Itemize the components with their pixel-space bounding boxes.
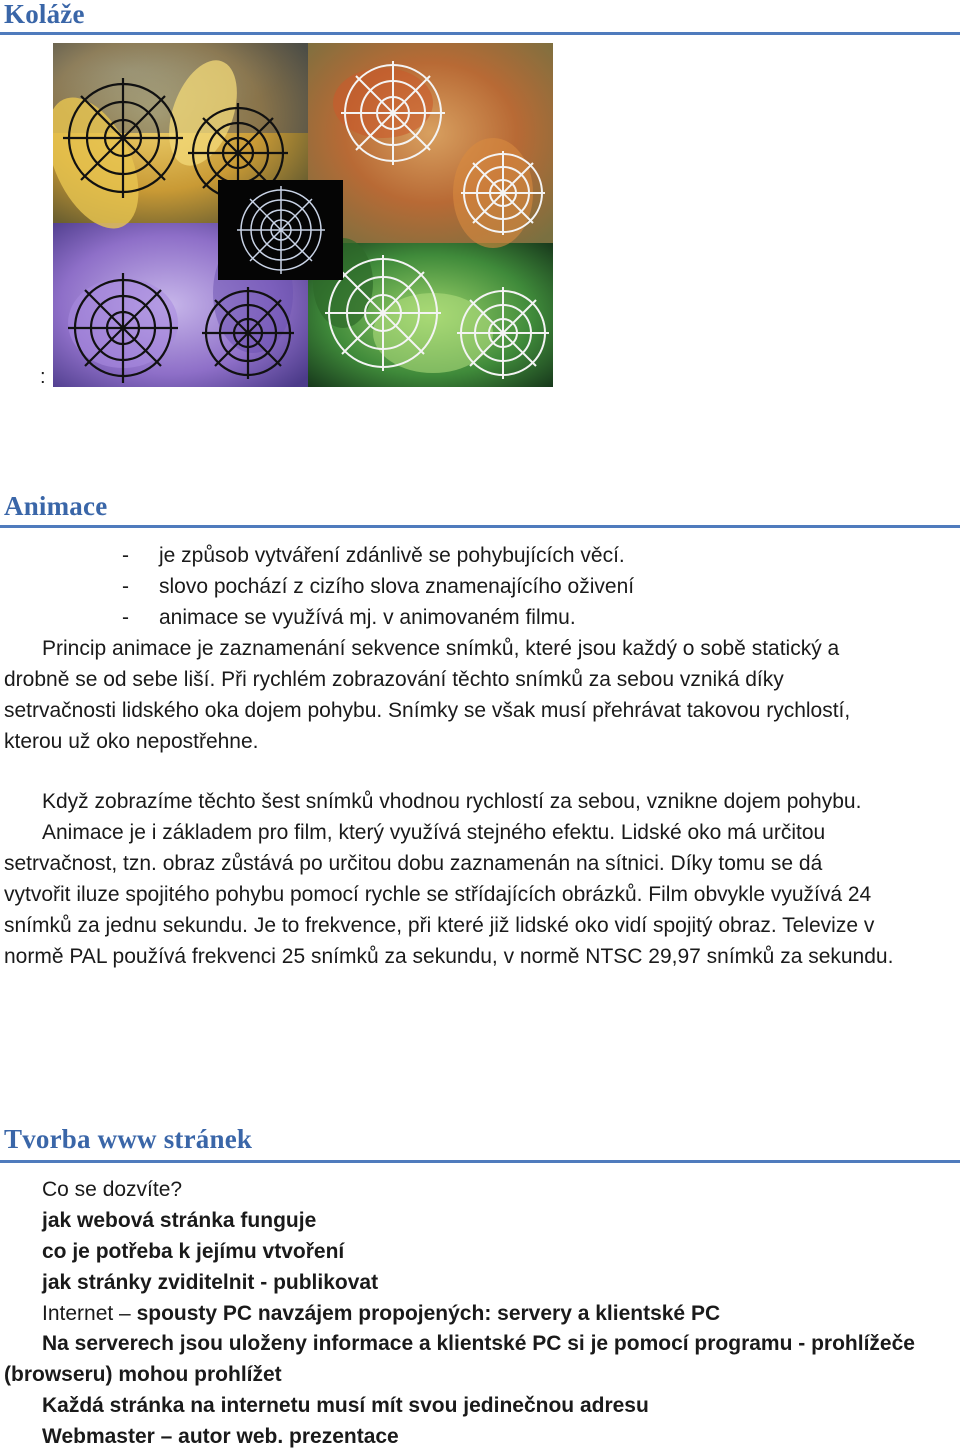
internet-description: spousty PC navzájem propojených: servery a klientské PC [136,1302,721,1325]
text-line: Když zobrazíme těchto šest snímků vhodnou rychlostí za sebou, vznikne dojem pohybu. [42,790,862,813]
heading-web-creation: Tvorba www stránek [4,1124,253,1154]
text-line: normě PAL používá frekvenci 25 snímků za sekundu, v normě NTSC 29,97 snímků za sekundu. [4,945,894,968]
list-item: jak webová stránka funguje [42,1209,317,1232]
intro-question: Co se dozvíte? [42,1178,183,1201]
text-line: setrvačnosti lidského oka dojem pohybu. Snímky se však musí přehrávat takovou rychlostí, [4,699,851,722]
text-line: kterou už oko nepostřehne. [4,730,259,753]
internet-term: Internet – [42,1302,137,1325]
bullet-marker: - [122,575,129,598]
list-item: co je potřeba k jejímu vtvoření [42,1240,345,1263]
text-line: setrvačnost, tzn. obraz zůstává po určitou dobu zaznamenán na sítnici. Díky tomu se dá [4,852,823,875]
text-line: Animace je i základem pro film, který využívá stejného efektu. Lidské oko má určitou [42,821,826,844]
text-line: Každá stránka na internetu musí mít svou jedinečnou adresu [42,1394,649,1417]
internet-definition [42,1298,960,1329]
text-line: Princip animace je zaznamenání sekvence snímků, které jsou každý o sobě statický a [42,637,840,660]
heading-collage: Koláže [4,0,85,29]
list-item: jak stránky zviditelnit - publikovat [42,1271,379,1294]
spiderweb-collage-image [53,43,553,387]
text-line: (browseru) mohou prohlížet [4,1363,282,1386]
text-line: Na serverech jsou uloženy informace a klientské PC si je pomocí programu - prohlížeče [42,1332,915,1355]
heading-rule [0,1160,960,1163]
text-line: vytvořit iluze spojitého pohybu pomocí rychle se střídajících obrázků. Film obvykle využívá 24 [4,883,872,906]
text-line: Webmaster – autor web. prezentace [42,1425,399,1448]
text-line: drobně se od sebe liší. Při rychlém zobrazování těchto snímků za sebou vzniká díky [4,668,784,691]
bullet-marker: - [122,544,129,567]
heading-animation: Animace [4,491,108,521]
heading-rule [0,525,960,528]
bullet-marker: - [122,606,129,629]
image-caption-colon: : [40,366,46,388]
heading-rule [0,32,960,35]
text-line: snímků za jednu sekundu. Je to frekvence, při které již lidské oko vidí spojitý obraz. Televize v [4,914,875,937]
